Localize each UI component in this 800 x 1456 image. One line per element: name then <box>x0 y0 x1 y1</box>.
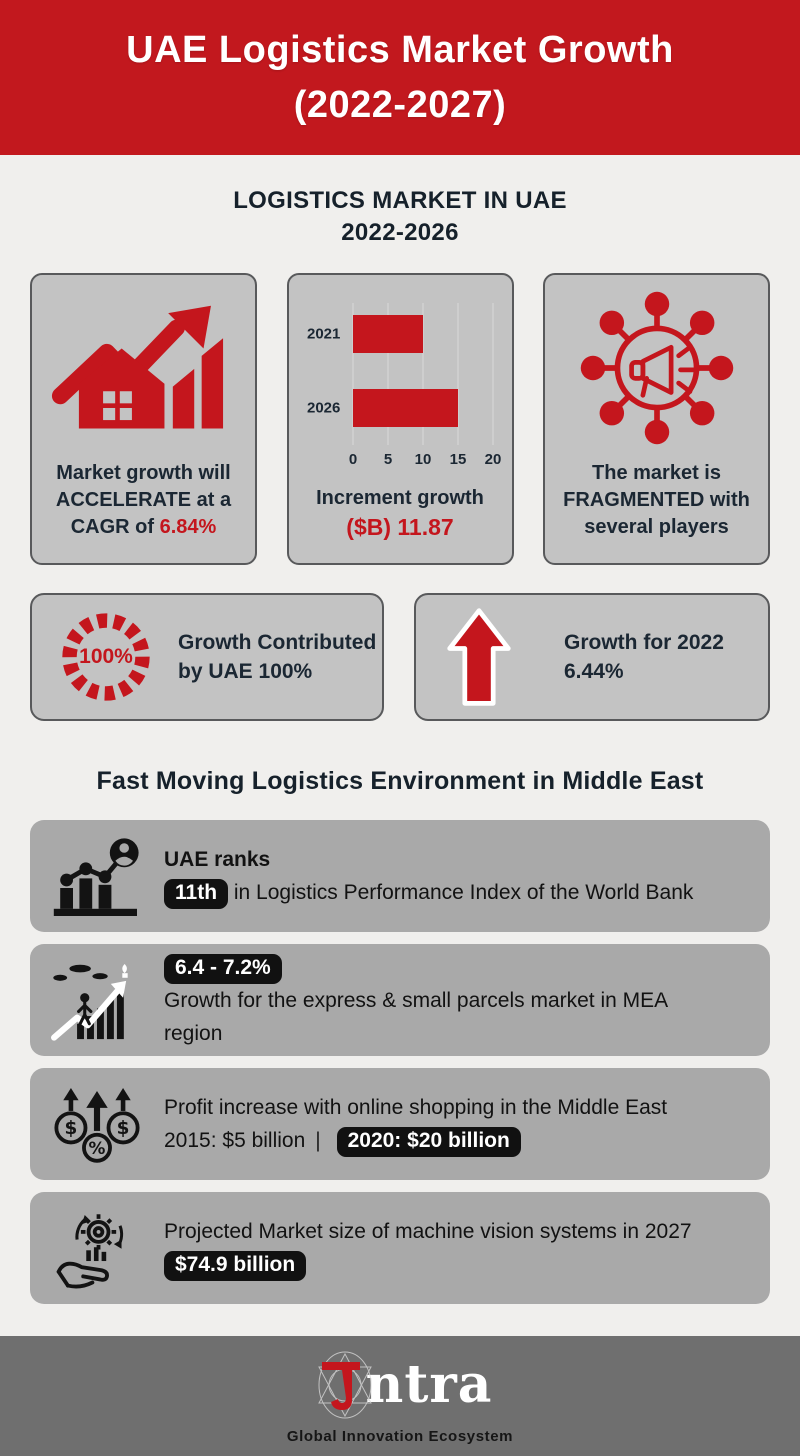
card-fragmented-text: The market is FRAGMENTED with several players <box>563 462 750 538</box>
chart-plot <box>307 297 493 445</box>
logo-wordmark: ntra <box>365 1353 493 1415</box>
svg-text:$: $ <box>64 1117 78 1139</box>
row1-lead: UAE ranks <box>164 848 271 871</box>
card-contribution <box>30 593 384 721</box>
megaphone-network-icon <box>577 288 737 448</box>
row-express-growth <box>30 944 770 1056</box>
card-contribution-text: Growth Contributed by UAE 100% <box>178 631 377 683</box>
card-growth-2022 <box>414 593 770 721</box>
chart-gridline <box>492 303 494 445</box>
increment-growth-chart <box>307 297 502 471</box>
section2-title: Fast Moving Logistics Environment in Middle East <box>96 767 704 795</box>
chart-tick-label: 10 <box>414 451 432 468</box>
increment-value: ($B) 11.87 <box>346 514 454 540</box>
section1-title-line2: 2022-2026 <box>341 219 459 246</box>
svg-text:%: % <box>88 1137 106 1158</box>
row-profit-increase: $ $ % Profit increase with online shopping in the Middle East 2015: $5 billion | 2020: $20 billion <box>30 1068 770 1180</box>
row4-line1: Projected Market size of machine vision systems in 2027 <box>164 1220 692 1243</box>
antra-logo <box>308 1348 493 1422</box>
chart-category-label: 2021 <box>307 325 341 343</box>
chart-category-label: 2026 <box>307 399 341 417</box>
card-growth-2022-text: Growth for 2022 6.44% <box>564 628 724 686</box>
row3-line1: Profit increase with online shopping in the Middle East <box>164 1096 668 1119</box>
profit-coins-icon <box>51 1079 143 1169</box>
row2-text: Growth for the express & small parcels market in MEA region <box>164 988 668 1045</box>
chart-tick-label: 15 <box>449 451 467 468</box>
chart-tick-label: 5 <box>383 451 393 468</box>
row3-2020-badge: 2020: $20 billion <box>337 1127 521 1157</box>
card-increment-caption: Increment growth ($B) 11.87 <box>316 487 484 540</box>
rank-badge: 11th <box>164 879 228 909</box>
footer <box>0 1336 800 1456</box>
section1-title-line1: LOGISTICS MARKET IN UAE <box>233 187 567 214</box>
ring-label: 100% <box>79 645 133 668</box>
row4-value-badge: $74.9 billion <box>164 1251 306 1281</box>
row-machine-vision <box>30 1192 770 1304</box>
fast-rows <box>0 820 800 1304</box>
row3-2015-value: 2015: $5 billion <box>164 1129 306 1152</box>
section1-title <box>0 185 800 249</box>
header-banner <box>0 0 800 155</box>
chart-tick-label: 20 <box>484 451 502 468</box>
growth-climb-icon <box>51 955 143 1045</box>
chart-bar <box>353 389 458 427</box>
card-accelerate <box>30 273 257 565</box>
logo-initial-icon <box>308 1348 382 1422</box>
cagr-value: 6.84% <box>159 516 217 538</box>
svg-text:$: $ <box>116 1117 130 1139</box>
top-cards-row <box>0 273 800 565</box>
stat-cards-row <box>0 593 800 721</box>
growth-2022-value: 6.44% <box>564 660 624 683</box>
up-arrow-icon <box>442 605 516 709</box>
card-fragmented <box>543 273 770 565</box>
footer-tagline: Global Innovation Ecosystem <box>286 1427 514 1445</box>
page-title-line1: UAE Logistics Market Growth <box>126 28 674 71</box>
chart-ticks <box>348 451 502 471</box>
chart-person-icon <box>49 832 145 920</box>
chart-tick-label: 0 <box>348 451 358 468</box>
growth-range-badge: 6.4 - 7.2% <box>164 954 282 984</box>
row-uae-ranks <box>30 820 770 932</box>
machine-vision-icon <box>51 1203 143 1293</box>
growth-house-icon <box>51 295 237 441</box>
row1-text: in Logistics Performance Index of the World Bank <box>233 881 694 904</box>
page-title-line2: (2022-2027) <box>293 83 507 126</box>
chart-bar <box>353 315 423 353</box>
card-increment-growth <box>287 273 514 565</box>
card-accelerate-text: Market growth will ACCELERATE at a CAGR of 6.84% <box>55 462 232 538</box>
